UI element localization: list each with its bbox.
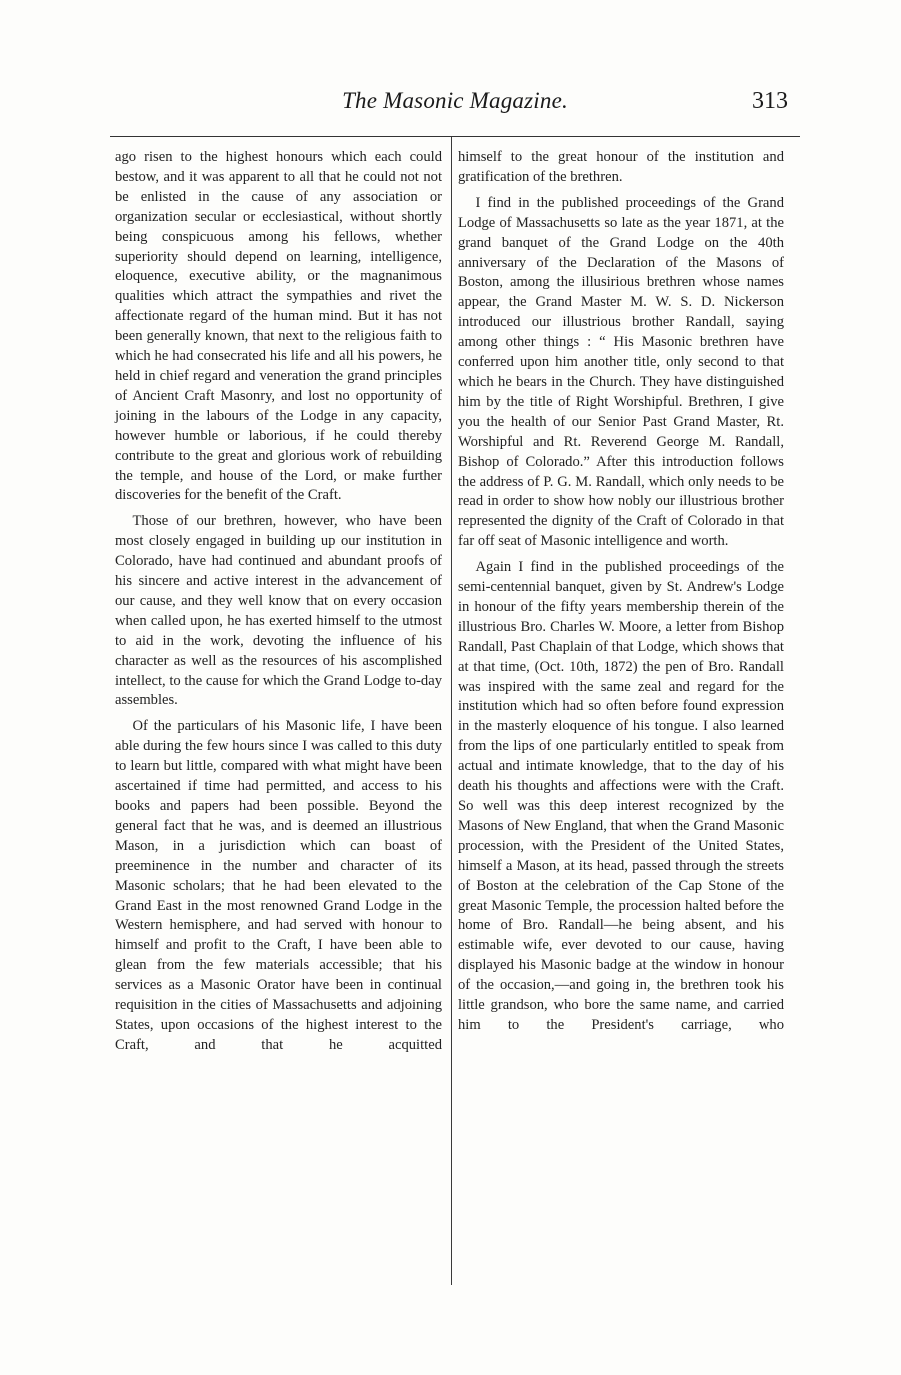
right-column: [458, 148, 784, 1042]
right-paragraph-1: himself to the great honour of the institution and gratification of the brethren.: [458, 149, 784, 185]
left-paragraph-3: Of the particulars of his Masonic life, I have been able during the few hours since I was called to this duty to learn but little, compared with what might have been ascertained if time had permitted, and access to his books and papers had been possible. Beyond the general fact that he was, and is deemed an illustrious Mason, in a jurisdiction which can boast of preeminence in the number and character of its Masonic scholars; that he had been elevated to the Grand East in the most renowned Grand Lodge in the Western hemisphere, and had served with honour to himself and profit to the Craft, I have been able to glean from the few materials accessible; that his services as a Masonic Orator have been in continual requisition in the cities of Massachusetts and adjoining States, upon occasions of the highest interest to the Craft, and that he acquitted: [115, 718, 442, 1053]
left-paragraph-2: Those of our brethren, however, who have been most closely engaged in building up our institution in Colorado, have had continued and abundant proofs of his sincere and active interest in the advancement of our cause, and they well know that on every occasion when called upon, he has exerted himself to the utmost to aid in the work, devoting the influence of his character as well as the resources of his ascomplished intellect, to the cause for which the Grand Lodge to-day assembles.: [115, 513, 442, 709]
left-column: [115, 148, 442, 1062]
right-paragraph-3: Again I find in the published proceedings of the semi-centennial banquet, given by St. Andrew's Lodge in honour of the fifty years membership therein of the illustrious Bro. Charles W. Moore, a letter from Bishop Randall, Past Chaplain of that Lodge, which shows that at that time, (Oct. 10th, 1872) the pen of Bro. Randall was inspired with the same zeal and regard for the institution which had so often before found expression in the masterly eloquence of his tongue. I also learned from the lips of one particularly entitled to speak from actual and intimate knowledge, that to the day of his death his thoughts and affections were with the Craft. So well was this deep interest recognized by the Masons of New England, that when the Grand Masonic procession, with the President of the United States, himself a Mason, at its head, passed through the streets of Boston at the celebration of the Cap Stone of the great Masonic Temple, the procession halted before the home of Bro. Randall—he being absent, and his estimable wife, ever devoted to our cause, having displayed his Masonic badge at the window in honour of the occasion,—and going in, the brethren took his little grandson, who bore the same name, and carried him to the President's carriage, who: [458, 559, 784, 1033]
column-divider: [451, 137, 452, 1285]
journal-title: The Masonic Magazine.: [342, 88, 568, 113]
header-rule: [110, 136, 800, 137]
left-paragraph-1: ago risen to the highest honours which each could bestow, and it was apparent to all that he could not not be enlisted in the cause of any association or organization secular or ecclesiastical, without shortly being conspicuous among his fellows, whether superiority should depend on learning, intelligence, eloquence, executive ability, or the magnanimous qualities which attract the sympathies and rivet the affectionate regard of the human mind. But it has not been generally known, that next to the religious faith to which he had consecrated his life and all his powers, he held in chief regard and veneration the grand principles of Ancient Craft Masonry, and lost no opportunity of joining in the labours of the Lodge in any capacity, however humble or laborious, if he could thereby contribute to the great and glorious work of rebuilding the temple, and house of the Lord, or make further discoveries for the benefit of the Craft.: [115, 149, 442, 504]
right-paragraph-2: I find in the published proceedings of the Grand Lodge of Massachusetts so late as the year 1871, at the grand banquet of the Grand Lodge on the 40th anniversary of the Declaration of the Masons of Boston, among the illusirious brethren whose names appear, the Grand Master M. W. S. D. Nickerson introduced our illustrious brother Randall, saying among other things : “ His Masonic brethren have conferred upon him another title, only second to that which he bears in the Church. They have distinguished him by the title of Right Worshipful. Brethren, I give you the health of our Senior Past Grand Master, Rt. Worshipful and Rt. Reverend George M. Randall, Bishop of Colorado.” After this introduction follows the address of P. G. M. Randall, which only needs to be read in order to show how nobly our illustrious brother represented the dignity of the Craft of Colorado in that far off seat of Masonic intelligence and worth.: [458, 194, 784, 550]
page-number: 313: [752, 88, 788, 114]
running-head: [110, 88, 800, 128]
